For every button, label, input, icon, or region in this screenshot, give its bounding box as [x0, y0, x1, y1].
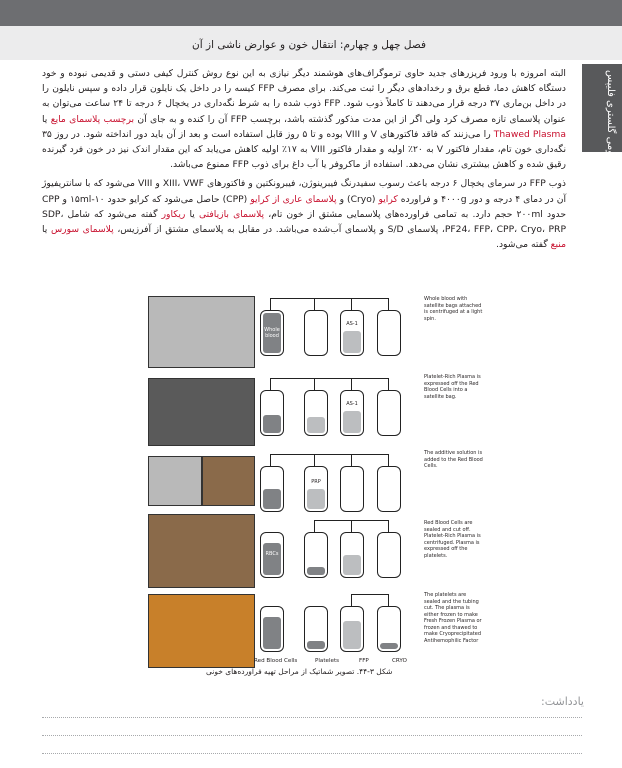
text-run: یا: [185, 208, 199, 220]
bag-cryo: [377, 606, 401, 652]
text-run: البته امروزه با ورود فریزرهای جدید حاوی ترموگراف‌های هوشمند دیگر نیازی به این نوع روش کنترل کیفی دستی و قدیمی نبوده و خود دستگاه کاهش دما، قطع برق و رخدادهای دیگر را ثبت می‌کند. برای مصرف FFP کیسه را در داخل یک نایلون قرار داده و سپس نایلون را در داخل بن‌ماری ۳۷ درجه قرار می‌دهند تا کاملاً ذوب شود. FFP ذوب شده را به شرط نگه‌داری در یخچال ۶ درجه تا ۲۴ ساعت می‌توان به عنوان پلاسمای تازه مصرف کرد ولی اگر از این مدت مذکور گذشته باشد، برچسب FFP آن را کنده و به جای آن: [42, 68, 566, 125]
photo-plasma-bags: [148, 594, 255, 668]
bag-platelets: [304, 606, 328, 652]
bag-label: Whole blood: [264, 327, 280, 339]
blood-component-figure: [148, 292, 483, 672]
bag-platelets: [304, 532, 328, 578]
photo-separation: [148, 514, 255, 588]
step-note-4: Red Blood Cells are sealed and cut off. Platelet-Rich Plasma is centrifuged. Plasma is expressed off the platelets.: [424, 520, 481, 559]
step-note-3: The additive solution is added to the Red Blood Cells.: [424, 450, 483, 469]
diagram-stage-4: [260, 518, 410, 578]
bag-as1: [340, 390, 364, 436]
body-text: [42, 66, 566, 256]
text-run: (CPP) حاصل می‌شود که کرایو حدود ۱۵ml-۱۰ و CPP حدود ۲۰۰ml حجم دارد. به تمامی فراورده‌های پلاسمایی مشتق از خون تام،: [42, 193, 567, 220]
text-run: یا: [42, 224, 51, 236]
note-line: [42, 735, 582, 736]
note-line: [42, 717, 582, 718]
diagram-stage-2: [260, 376, 410, 436]
figure-caption: شکل ۳-۴۴. تصویر شماتیک از مراحل تهیه فراورده‌های خونی: [206, 667, 393, 676]
text-run: (Cryo) و: [336, 193, 379, 205]
diagram-stage-3: [260, 452, 410, 512]
bag-empty: [377, 390, 401, 436]
step-note-5: The platelets are sealed and the tubing cut. The plasma is either frozen to make Fresh Frozen Plasma or frozen and thawed to make Cryoprecipitated Antihemophilic Factor: [424, 592, 482, 644]
diagram-stage-1: [260, 296, 410, 356]
top-bar: [0, 0, 622, 26]
bag-rbcs: [260, 532, 284, 578]
step-note-2: Platelet-Rich Plasma is expressed off the Red Blood Cells into a satellite bag.: [424, 374, 481, 400]
note-line: [42, 753, 582, 754]
term-thawed-plasma: Thawed Plasma: [493, 128, 566, 140]
side-tab: [582, 64, 622, 152]
label-red-blood-cells: Red Blood Cells: [254, 658, 298, 664]
text-run: را می‌زنند که فاقد فاکتورهای V و VIII بوده و تا ۵ روز قابل استفاده است و بعد از آن باید دور انداخته شود. در روز ۳۵ نگه‌داری خون تام، مقدار فاکتور V به ۲۰٪ اولیه و مقدار فاکتور VIII به ۱۷٪ اولیه کاهش می‌یابد که این مقدار اندک نیز در خون فرد گیرنده رقیق شده و کاهش بیشتری نشان می‌دهد. استفاده از ماکروفر یا آب داغ برای ذوب FFP ممنوع می‌باشد.: [42, 128, 567, 171]
chapter-title: فصل چهل و چهارم: انتقال خون و عوارض ناشی از آن: [192, 39, 426, 51]
bag-empty: [304, 310, 328, 356]
bag-red-blood-cells: [260, 606, 284, 652]
paragraph-2: [42, 176, 566, 252]
bag-rbc: [260, 466, 284, 512]
term-cryo-poor-plasma: پلاسمای عاری از کرایو: [250, 193, 337, 205]
bag-empty: [377, 466, 401, 512]
photo-press-1: [148, 456, 202, 506]
notes-label: یادداشت:: [541, 695, 584, 708]
photo-scale: [148, 296, 255, 368]
term-source: منبع: [550, 239, 566, 251]
diagram-stage-5: [260, 592, 410, 652]
photo-press-2: [202, 456, 255, 506]
bag-whole-blood: [260, 310, 284, 356]
bag-as1: [340, 310, 364, 356]
bag-ffp: [340, 606, 364, 652]
bag-empty: [377, 310, 401, 356]
bag-label: AS-1: [346, 321, 358, 327]
term-liquid-plasma: برچسب پلاسمای مایع: [50, 113, 135, 125]
bag-empty: [377, 532, 401, 578]
text-run: یا: [42, 113, 51, 125]
bag-prp: [304, 466, 328, 512]
bag-label: PRP: [311, 479, 321, 485]
bag-plasma: [304, 390, 328, 436]
text-run: ذوب FFP در سرمای یخچال ۶ درجه باعث رسوب سفیدرنگ فیبرینوژن، فیبرونکتین و فاکتورهای XIII، VWF و VIII می‌شود که با سانتریفیوژ آن در دمای ۴ درجه و دور ۴۰۰۰g و فراورده: [42, 178, 567, 205]
term-recover: ریکاور: [161, 208, 186, 220]
bag-empty: [340, 466, 364, 512]
term-source-plasma: پلاسمای سورس: [50, 224, 114, 236]
text-run: گفته می‌شود.: [496, 239, 551, 251]
bag-rbc: [260, 390, 284, 436]
step-note-1: Whole blood with satellite bags attached is centrifuged at a light spin.: [424, 296, 483, 322]
bag-label: AS-1: [346, 401, 358, 407]
term-cryo: کرایو: [378, 193, 398, 205]
label-ffp: FFP: [359, 658, 369, 664]
term-recovered-plasma: پلاسمای بازیافتی: [198, 208, 265, 220]
bag-label: RBCs: [265, 551, 279, 557]
text-run: گفته می‌شود که شامل SDP، PF24، FFP، CPP، Cryo، PRP، پلاسمای S/D و پلاسمای آب‌شده می‌باشد. در مقابل به پلاسمای مشتق از آفرزیس،: [42, 208, 566, 236]
paragraph-1: [42, 66, 566, 172]
side-tab-label: آناتومی گلستری فلیپس: [605, 70, 616, 167]
label-platelets: Platelets: [315, 658, 340, 664]
photo-centrifuge: [148, 378, 255, 446]
bag-plasma: [340, 532, 364, 578]
label-cryo: CRYO: [392, 658, 407, 664]
